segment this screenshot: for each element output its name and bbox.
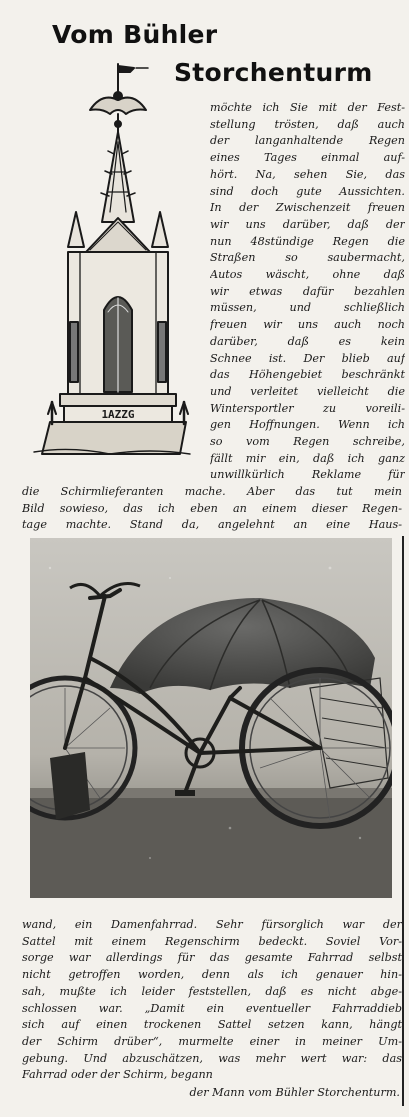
tower-illustration [30,62,192,457]
text-line: wir uns darüber, daß der [210,217,405,231]
column-text [210,100,405,484]
text-line: stellung trösten, daß auch [210,117,405,131]
bicycle-umbrella-photo [30,538,392,898]
text-line: gebung. Und abzuschätzen, was mehr wert war: das [22,1051,402,1065]
text-line: Straßen so saubermacht, [210,251,405,265]
text-line: Schnee ist. Der blieb auf [210,351,405,365]
text-line: unwillkürlich Reklame für [210,468,405,482]
wide-text-block [22,484,402,534]
text-line: hört. Na, sehen Sie, das [210,167,405,181]
text-line: Bild sowieso, das ich eben an einem dieser Regen- [22,501,402,515]
text-line: darüber, daß es kein [210,334,405,348]
headline-line-1: Vom Bühler [52,20,218,49]
author-signature: der Mann vom Bühler Storchenturm. [189,1086,400,1099]
text-line: wir etwas dafür bezahlen [210,284,405,298]
text-line: schlossen war. „Damit ein eventueller Fahrraddieb [22,1001,402,1015]
text-line: nicht getroffen worden, denn als ich genauer hin- [22,968,402,982]
text-line: sorge war allerdings für das gesamte Fahrrad selbst [22,951,402,965]
text-line: der langanhaltende Regen [210,134,405,148]
text-line: der Schirm drüber“, murmelte einer in meiner Um- [22,1034,402,1048]
text-line: sah, mußte ich leider feststellen, daß es nicht abge- [22,984,402,998]
text-line: sich auf einen trockenen Sattel setzen kann, hängt [22,1018,402,1032]
text-line: eines Tages einmal auf- [210,151,405,165]
bottom-text-block [22,917,402,1084]
column-rule [402,536,404,1106]
text-line: die Schirmlieferanten mache. Aber das tut mein [22,485,402,498]
tower-inscription: 1AZZG [101,408,135,421]
text-line: so vom Regen schreibe, [210,435,405,449]
text-line: Autos wäscht, ohne daß [210,268,405,282]
text-line: gen Hoffnungen. Wenn ich [210,418,405,432]
text-line: wand, ein Damenfahrrad. Sehr fürsorglich war der [22,918,402,931]
text-line: und verleitet vielleicht die [210,384,405,398]
text-line: freuen wir uns auch noch [210,318,405,332]
text-line: sind doch gute Aussichten. [210,184,405,198]
text-line: Sattel mit einem Regenschirm bedeckt. Soviel Vor- [22,934,402,948]
text-line: fällt mir ein, daß ich ganz [210,451,405,465]
text-line: Wintersportler zu voreili- [210,401,405,415]
text-line: nun 48stündige Regen die [210,234,405,248]
text-line: müssen, und schließlich [210,301,405,315]
text-line: Fahrrad oder der Schirm, begann [22,1068,213,1082]
text-line: tage machte. Stand da, angelehnt an eine Haus- [22,518,402,532]
text-line: das Höhengebiet beschränkt [210,368,405,382]
text-line: möchte ich Sie mit der Fest- [210,101,405,114]
headline-line-2: Storchenturm [174,58,373,87]
text-line: In der Zwischenzeit freuen [210,201,405,215]
